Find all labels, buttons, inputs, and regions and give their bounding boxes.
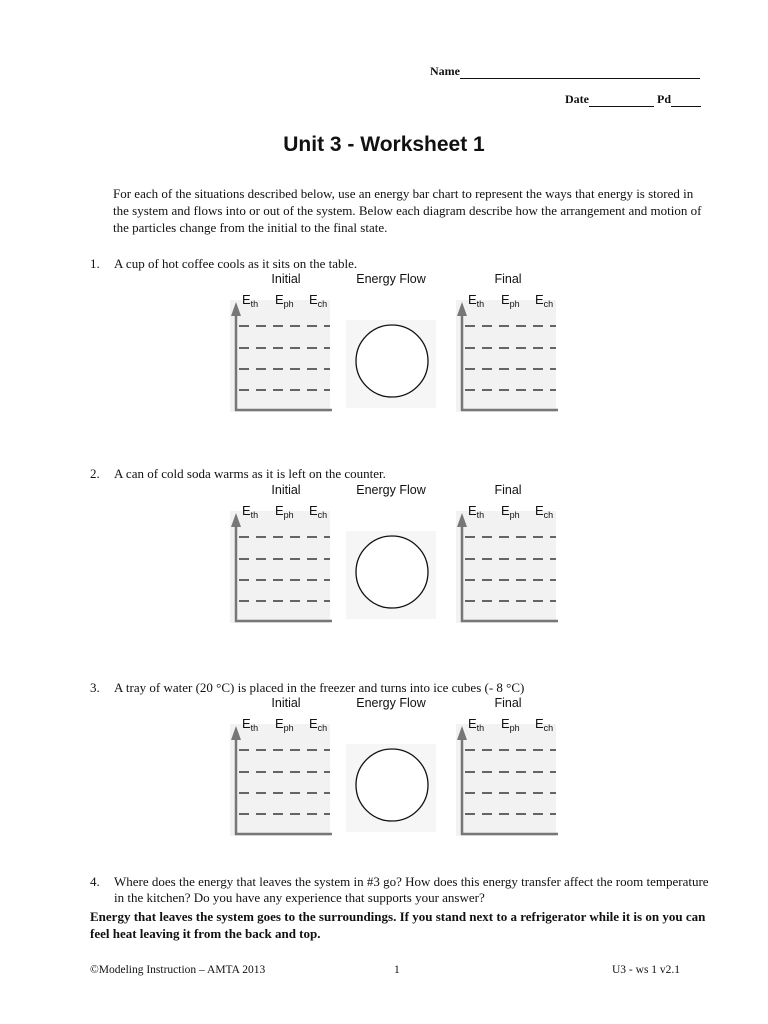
initial-chart <box>230 503 332 623</box>
chart-background <box>230 724 330 836</box>
final-chart <box>456 716 558 836</box>
question-2 <box>90 466 386 482</box>
date-pd-field <box>565 92 701 107</box>
initial-label: Initial <box>271 696 301 710</box>
date-line <box>589 94 654 107</box>
energy-label: $E_{th}$ <box>468 292 485 309</box>
initial-label: Initial <box>271 483 301 497</box>
energy-diagram-1 <box>228 270 568 421</box>
energy-label: $E_{ch}$ <box>535 503 554 520</box>
energy-label: $E_{th}$ <box>242 503 259 520</box>
chart-background <box>456 300 556 412</box>
energy-label: $E_{ph}$ <box>501 503 520 520</box>
energy-bar-chart <box>228 481 568 627</box>
question-number: 4. <box>90 874 100 889</box>
name-line <box>460 66 700 79</box>
question-text: A tray of water (20 °C) is placed in the freezer and turns into ice cubes (- 8 °C) <box>114 680 525 695</box>
energy-label: $E_{ph}$ <box>275 292 294 309</box>
energy-bar-chart <box>228 694 568 840</box>
question-4 <box>90 874 710 906</box>
question-text: Where does the energy that leaves the system in #3 go? How does this energy transfer affect the room temperature in the kitchen? Do you have any experience that supports your answer? <box>114 874 709 905</box>
energy-bar-chart <box>228 270 568 416</box>
energy-label: $E_{ch}$ <box>309 716 328 733</box>
energy-label: $E_{th}$ <box>242 716 259 733</box>
energy-label: $E_{ph}$ <box>275 503 294 520</box>
final-label: Final <box>494 483 522 497</box>
name-field <box>430 64 700 79</box>
final-chart <box>456 292 558 412</box>
energy-label: $E_{ch}$ <box>535 292 554 309</box>
energy-diagram-2 <box>228 481 568 632</box>
energy-label: $E_{ch}$ <box>309 292 328 309</box>
energy-label: $E_{ph}$ <box>501 716 520 733</box>
energy-label: $E_{ch}$ <box>309 503 328 520</box>
energy-flow-circle <box>356 749 428 821</box>
energy-label: $E_{th}$ <box>242 292 259 309</box>
question-number: 1. <box>90 256 100 271</box>
chart-background <box>230 300 330 412</box>
footer-page-number: 1 <box>394 964 400 976</box>
question-number: 3. <box>90 680 100 695</box>
intro-paragraph: For each of the situations described below, use an energy bar chart to represent the ways that energy is stored in the system and flows into or out of the system. Below each diagram describe how the arrangement and motion of the particles change from the initial to the final state. <box>113 186 702 235</box>
chart-background <box>456 724 556 836</box>
energy-label: $E_{ch}$ <box>535 716 554 733</box>
initial-label: Initial <box>271 272 301 286</box>
final-chart <box>456 503 558 623</box>
page-title: Unit 3 - Worksheet 1 <box>283 133 485 156</box>
date-label: Date <box>565 92 589 106</box>
question-text: A can of cold soda warms as it is left on the counter. <box>114 466 386 481</box>
energy-flow-label: Energy Flow <box>356 696 426 710</box>
energy-label: $E_{ph}$ <box>275 716 294 733</box>
question-number: 2. <box>90 466 100 481</box>
answer-4: Energy that leaves the system goes to the surroundings. If you stand next to a refrigerator while it is on you can feel heat leaving it from the back and top. <box>90 909 706 941</box>
question-text: A cup of hot coffee cools as it sits on the table. <box>114 256 358 271</box>
final-label: Final <box>494 696 522 710</box>
energy-label: $E_{th}$ <box>468 716 485 733</box>
final-label: Final <box>494 272 522 286</box>
initial-chart <box>230 292 332 412</box>
pd-line <box>671 94 701 107</box>
chart-background <box>456 511 556 623</box>
chart-background <box>230 511 330 623</box>
pd-label: Pd <box>657 92 672 106</box>
name-label: Name <box>430 64 460 78</box>
energy-label: $E_{th}$ <box>468 503 485 520</box>
energy-flow-circle <box>356 536 428 608</box>
energy-flow-circle <box>356 325 428 397</box>
energy-label: $E_{ph}$ <box>501 292 520 309</box>
energy-flow-label: Energy Flow <box>356 483 426 497</box>
footer-copyright: ©Modeling Instruction – AMTA 2013 <box>90 964 266 976</box>
energy-diagram-3 <box>228 694 568 845</box>
footer-version: U3 - ws 1 v2.1 <box>612 964 681 976</box>
energy-flow-label: Energy Flow <box>356 272 426 286</box>
initial-chart <box>230 716 332 836</box>
